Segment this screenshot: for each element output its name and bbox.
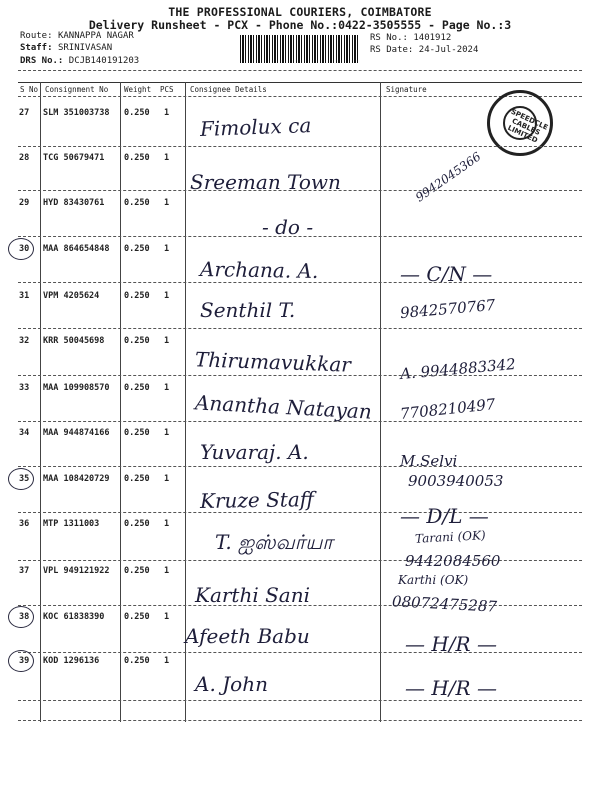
- runsheet-subtitle: Delivery Runsheet - PCX - Phone No.:0422-3505555 - Page No.:3: [88, 18, 512, 32]
- row-signature-handwritten: M.Selvi: [400, 452, 458, 470]
- row-consignee-handwritten: Afeeth Babu: [185, 624, 310, 648]
- row-consignee-handwritten: - do -: [262, 215, 314, 239]
- row-consignee-handwritten: Fimolux ca: [199, 113, 312, 141]
- row-consignment-number: HYD 83430761: [43, 198, 105, 208]
- row-serial-number: 39: [19, 656, 30, 666]
- row-pcs: 1: [164, 291, 170, 301]
- row-signature-handwritten: 9442084560: [405, 552, 501, 570]
- row-serial-number: 35: [19, 474, 30, 484]
- col-divider: [120, 82, 121, 722]
- row-weight: 0.250: [124, 383, 150, 393]
- row-pcs: 1: [164, 656, 170, 666]
- row-consignment-number: VPM 4205624: [43, 291, 100, 301]
- row-serial-number: 31: [19, 291, 30, 301]
- table-bottom-border: [18, 720, 582, 721]
- row-divider: [18, 282, 582, 283]
- col-divider: [380, 82, 381, 722]
- row-signature-handwritten: — H/R —: [405, 632, 497, 656]
- row-divider: [18, 146, 582, 147]
- row-pcs: 1: [164, 383, 170, 393]
- staff-line: [20, 43, 112, 54]
- serial-circle-mark: [8, 238, 34, 260]
- row-consignee-handwritten: T. ஐஸ்வர்யா: [215, 530, 333, 554]
- row-consignee-handwritten: Sreeman Town: [190, 170, 341, 194]
- row-divider: [18, 605, 582, 606]
- row-divider: [18, 375, 582, 376]
- row-divider: [18, 190, 582, 191]
- row-consignment-number: MAA 108420729: [43, 474, 110, 484]
- row-consignment-number: MAA 109908570: [43, 383, 110, 393]
- row-37-signature-number: 08072475287: [391, 592, 498, 616]
- row-consignment-number: KOC 61838390: [43, 612, 105, 622]
- row-consignment-number: SLM 351003738: [43, 108, 110, 118]
- serial-circle-mark: [8, 606, 34, 628]
- row-pcs: 1: [164, 336, 170, 346]
- col-header-signature: Signature: [386, 85, 427, 94]
- row-weight: 0.250: [124, 566, 150, 576]
- company-title: THE PROFESSIONAL COURIERS, COIMBATORE: [168, 5, 432, 19]
- header-divider: [18, 70, 582, 71]
- row-weight: 0.250: [124, 108, 150, 118]
- row-consignee-handwritten: Senthil T.: [200, 298, 296, 322]
- row-consignment-number: VPL 949121922: [43, 566, 110, 576]
- staff-label: Staff:: [20, 43, 53, 53]
- col-header-pcs: PCS: [160, 85, 174, 94]
- table-top-border: [18, 82, 582, 83]
- row-weight: 0.250: [124, 336, 150, 346]
- rs-no-label: RS No.:: [370, 33, 408, 43]
- route-label: Route:: [20, 31, 53, 41]
- serial-circle-mark: [8, 650, 34, 672]
- row-pcs: 1: [164, 153, 170, 163]
- row-consignee-handwritten: Archana. A.: [199, 256, 319, 284]
- row-pcs: 1: [164, 108, 170, 118]
- row-37-signature-name: Karthi (OK): [398, 573, 469, 587]
- row-pcs: 1: [164, 612, 170, 622]
- row-pcs: 1: [164, 198, 170, 208]
- row-signature-handwritten: 9003940053: [408, 472, 504, 490]
- row-consignment-number: MAA 864654848: [43, 244, 110, 254]
- row-weight: 0.250: [124, 291, 150, 301]
- row-weight: 0.250: [124, 519, 150, 529]
- staff-value: SRINIVASAN: [57, 43, 113, 53]
- row-signature-handwritten: 7708210497: [399, 395, 497, 423]
- stamp-text: SPEEDCLE CABLES LIMITED: [506, 107, 550, 145]
- route-value: KANNAPPA NAGAR: [57, 31, 134, 41]
- row-serial-number: 36: [19, 519, 30, 529]
- row-pcs: 1: [164, 519, 170, 529]
- row-pcs: 1: [164, 428, 170, 438]
- drs-line: [20, 56, 139, 67]
- row-weight: 0.250: [124, 612, 150, 622]
- serial-circle-mark: [8, 468, 34, 490]
- row-consignee-handwritten: Anantha Natayan: [194, 390, 373, 424]
- barcode: [240, 35, 360, 63]
- row-consignee-handwritten: Kruze Staff: [199, 487, 315, 513]
- rs-date-value: 24-Jul-2024: [418, 45, 479, 55]
- col-header-weight: Weight: [124, 85, 152, 94]
- header-row-divider: [18, 96, 582, 97]
- rs-no-line: [370, 33, 451, 44]
- row-consignment-number: TCG 50679471: [43, 153, 105, 163]
- row-divider: [18, 236, 582, 237]
- row-36-signature-name: Tarani (OK): [414, 528, 486, 546]
- row-divider: [18, 466, 582, 467]
- row-consignee-handwritten: Karthi Sani: [195, 583, 310, 607]
- col-header-consignee: Consignee Details: [190, 85, 267, 94]
- row-pcs: 1: [164, 566, 170, 576]
- row-weight: 0.250: [124, 656, 150, 666]
- col-header-sno: S No: [20, 85, 39, 94]
- row-consignment-number: KOD 1296136: [43, 656, 100, 666]
- row-weight: 0.250: [124, 153, 150, 163]
- row-serial-number: 34: [19, 428, 30, 438]
- row-consignment-number: MTP 1311003: [43, 519, 100, 529]
- row-consignee-handwritten: Yuvaraj. A.: [200, 440, 309, 464]
- row-serial-number: 27: [19, 108, 30, 118]
- row-divider: [18, 700, 582, 701]
- row-serial-number: 33: [19, 383, 30, 393]
- row-serial-number: 29: [19, 198, 30, 208]
- rs-no-value: 1401912: [413, 33, 452, 43]
- col-header-consignment: Consignment No: [45, 85, 109, 94]
- row-signature-handwritten: 9942045366: [412, 149, 484, 205]
- row-signature-handwritten: — H/R —: [405, 676, 497, 700]
- rs-date-label: RS Date:: [370, 45, 414, 55]
- row-serial-number: 30: [19, 244, 30, 254]
- row-signature-handwritten: — C/N —: [400, 262, 493, 286]
- row-weight: 0.250: [124, 428, 150, 438]
- row-divider: [18, 421, 582, 422]
- route-line: [20, 31, 134, 42]
- row-signature-handwritten: 9842570767: [399, 295, 497, 323]
- row-divider: [18, 652, 582, 653]
- col-divider: [40, 82, 41, 722]
- row-pcs: 1: [164, 244, 170, 254]
- stamp-center: [503, 106, 537, 140]
- row-serial-number: 37: [19, 566, 30, 576]
- drs-value: DCJB140191203: [68, 56, 140, 66]
- row-consignee-handwritten: Thirumavukkar: [194, 347, 352, 377]
- rs-date-line: [370, 45, 478, 56]
- row-signature-handwritten: — D/L —: [400, 504, 489, 528]
- row-weight: 0.250: [124, 244, 150, 254]
- row-divider: [18, 328, 582, 329]
- row-pcs: 1: [164, 474, 170, 484]
- row-consignment-number: MAA 944874166: [43, 428, 110, 438]
- row-weight: 0.250: [124, 198, 150, 208]
- row-consignee-handwritten: A. John: [195, 672, 268, 696]
- row-consignment-number: KRR 50045698: [43, 336, 105, 346]
- row-signature-handwritten: A. 9944883342: [399, 354, 517, 384]
- row-serial-number: 38: [19, 612, 30, 622]
- row-serial-number: 28: [19, 153, 30, 163]
- row-divider: [18, 512, 582, 513]
- row-serial-number: 32: [19, 336, 30, 346]
- row-weight: 0.250: [124, 474, 150, 484]
- drs-label: DRS No.:: [20, 56, 64, 66]
